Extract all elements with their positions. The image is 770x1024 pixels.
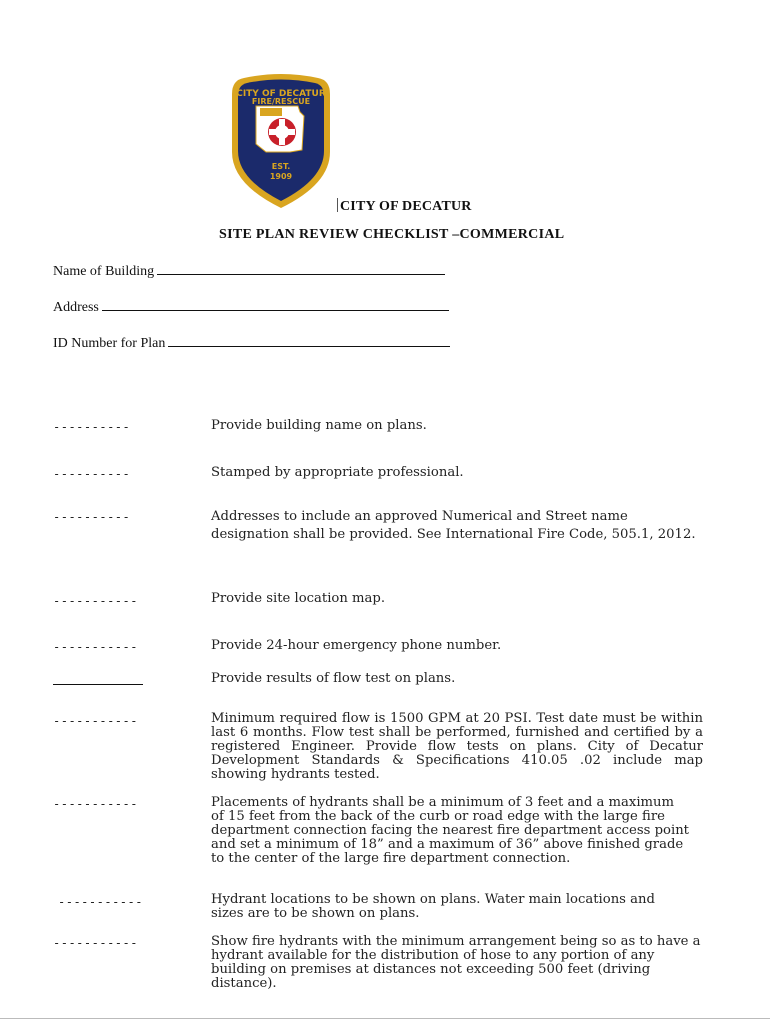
logo-est-text: EST. [271, 162, 291, 171]
check-marker-5[interactable]: ----------- [53, 640, 138, 654]
checklist-item-10: Show fire hydrants with the minimum arrangement being so as to have a hydrant available for the distribution of hose to any portion of any building on premises at distances not exceeding 500 feet (driving distance). [211, 934, 701, 991]
fire-rescue-badge-logo [226, 72, 336, 212]
checklist-item-5: Provide 24-hour emergency phone number. [211, 638, 502, 653]
document-title: SITE PLAN REVIEW CHECKLIST –COMMERCIAL [219, 227, 565, 242]
checklist-item-8: Placements of hydrants shall be a minimum of 3 feet and a maximum of 15 feet from the back of the curb or road edge with the large fire department connection facing the nearest fire department access point and set a minimum of 18” and a maximum of 36” above finished grade to the center of the large fire department connection. [211, 795, 689, 866]
city-heading-text: CITY OF DECATUR [340, 199, 472, 214]
checklist-item-3: Addresses to include an approved Numerical and Street name designation shall be provided. See International Fire Code, 505.1, 2012. [211, 509, 696, 542]
building-name-label: Name of Building [53, 264, 155, 279]
checklist-item-9: Hydrant locations to be shown on plans. Water main locations and sizes are to be shown on plans. [211, 892, 655, 921]
check-marker-3[interactable]: ---------- [53, 510, 131, 524]
check-marker-7[interactable]: ----------- [53, 714, 138, 728]
check-marker-10[interactable]: ----------- [53, 936, 138, 950]
logo-sub-text: FIRE/RESCUE [251, 97, 311, 106]
checklist-item-6: Provide results of flow test on plans. [211, 671, 456, 686]
plan-id-label: ID Number for Plan [53, 336, 166, 351]
building-name-field [53, 262, 445, 280]
address-field [53, 298, 449, 316]
text-cursor-mark [337, 198, 338, 212]
check-marker-1[interactable]: ---------- [53, 420, 131, 434]
page-bottom-rule [0, 1018, 770, 1019]
plan-id-blank[interactable] [168, 334, 450, 347]
check-marker-8[interactable]: ----------- [53, 797, 138, 811]
logo-year-text: 1909 [269, 172, 293, 181]
checklist-item-2: Stamped by appropriate professional. [211, 465, 464, 480]
building-name-blank[interactable] [157, 262, 445, 275]
check-marker-9[interactable]: ----------- [58, 895, 143, 909]
address-blank[interactable] [102, 298, 449, 311]
check-marker-2[interactable]: ---------- [53, 467, 131, 481]
address-label: Address [53, 300, 99, 315]
check-marker-4[interactable]: ----------- [53, 594, 138, 608]
checklist-item-4: Provide site location map. [211, 591, 386, 606]
checklist-item-1: Provide building name on plans. [211, 418, 427, 433]
check-marker-6-line[interactable] [53, 684, 143, 685]
plan-id-field [53, 334, 450, 352]
logo-top-text: CITY OF DECATUR [236, 89, 326, 99]
city-heading [337, 198, 472, 215]
checklist-item-7: Minimum required flow is 1500 GPM at 20 PSI. Test date must be within last 6 months. Flow test shall be performed, furnished and certified by a registered Engineer. Provide flow tests on plans. City of Decatur Development Standards & Specifications 410.05 .02 include map showing hydrants tested. [211, 711, 703, 782]
